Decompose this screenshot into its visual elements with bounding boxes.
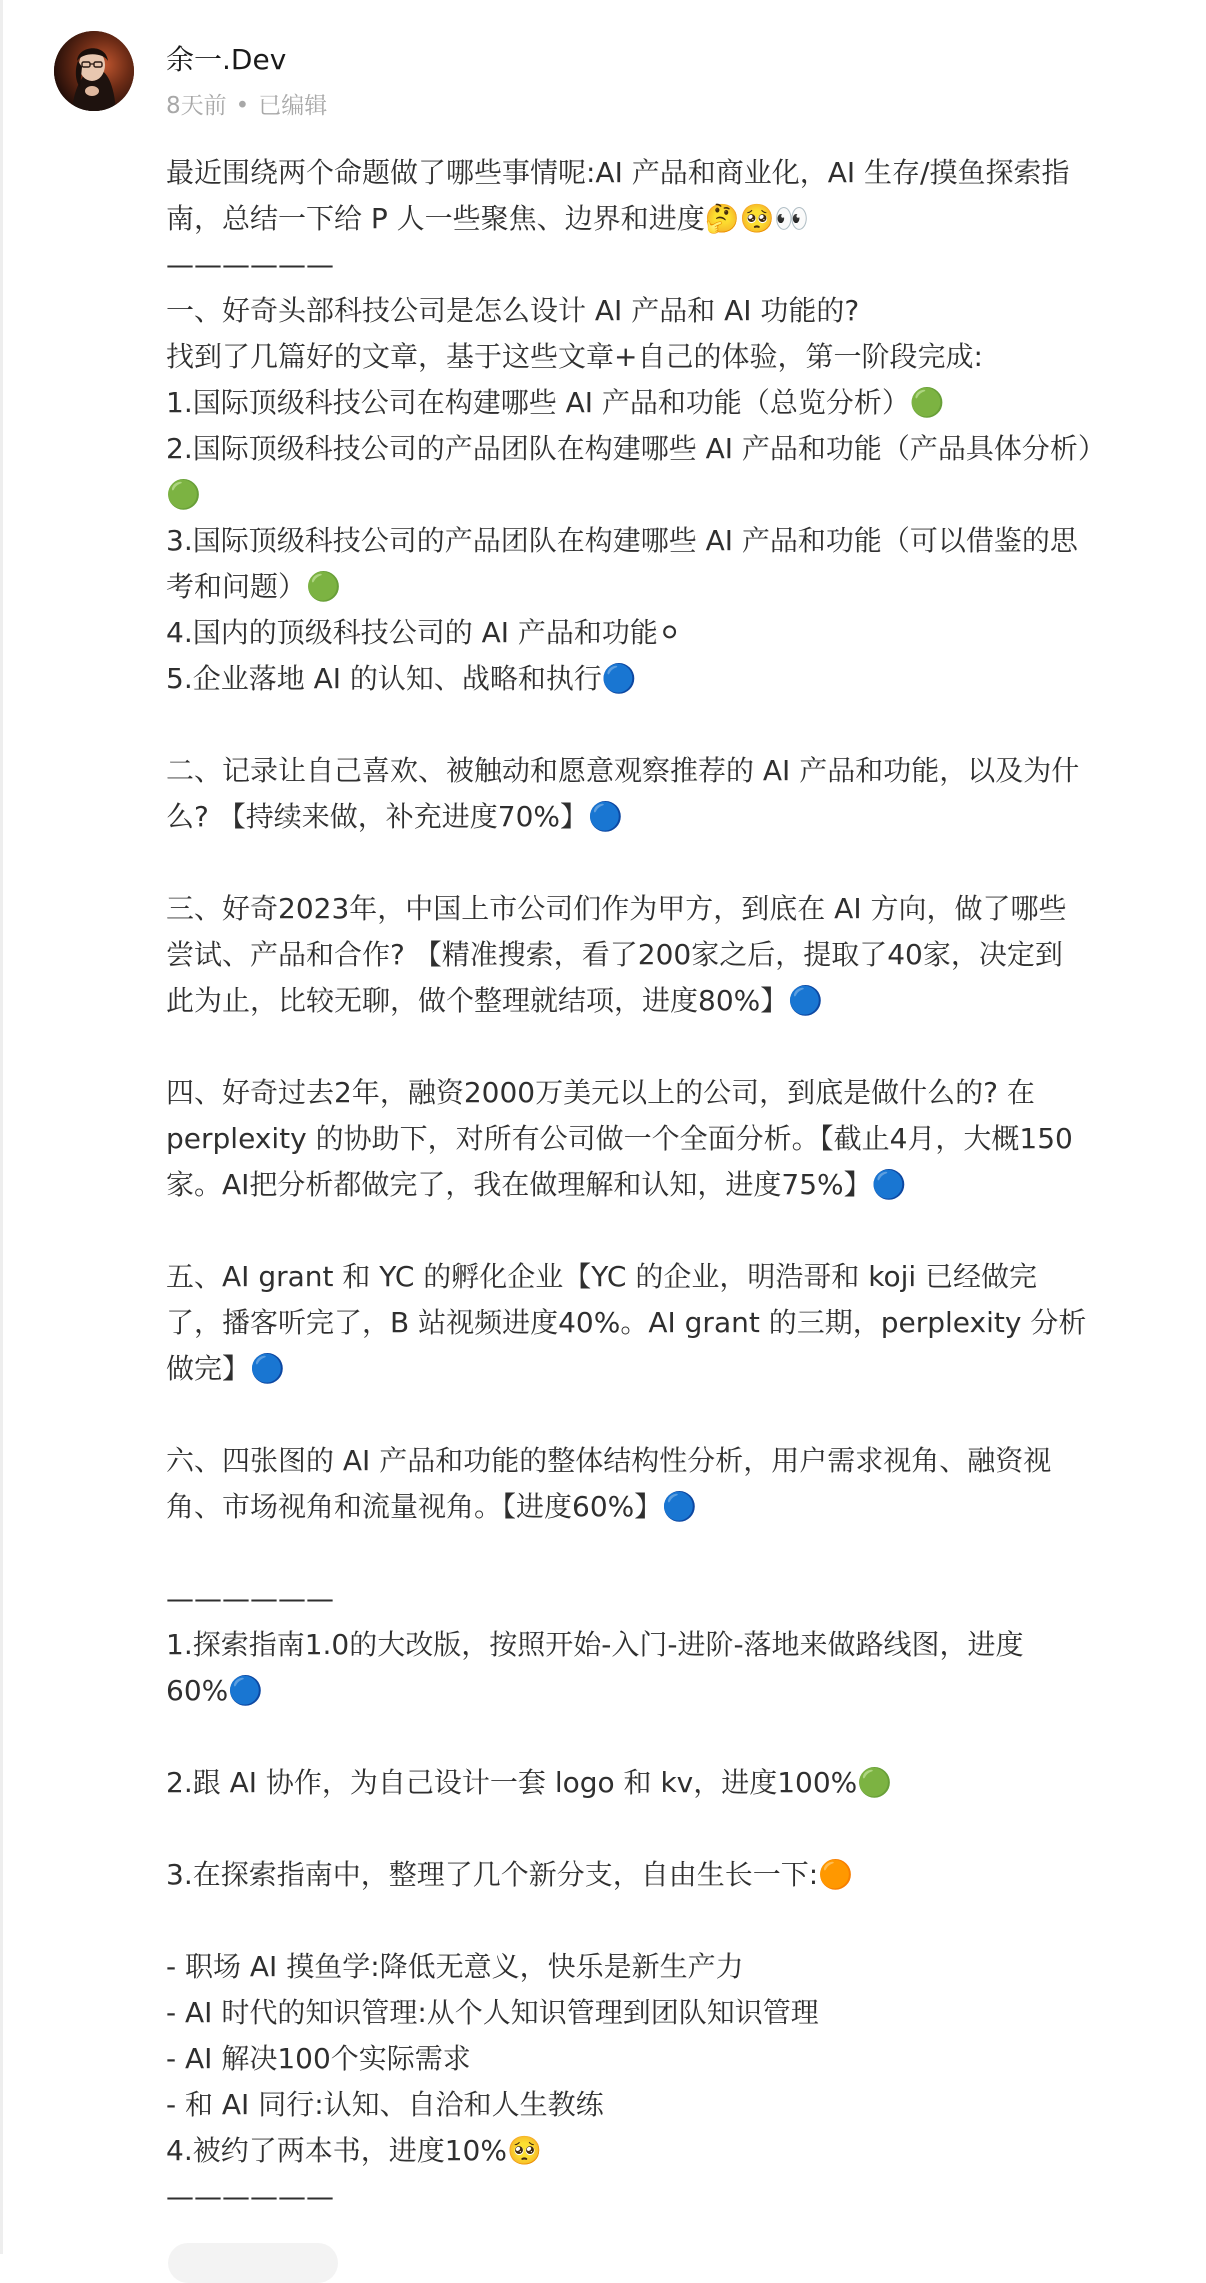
post-line: 四、好奇过去2年，融资2000万美元以上的公司，到底是做什么的? 在 — [166, 1076, 1035, 1109]
meta-separator: • — [235, 93, 250, 119]
page-left-border — [0, 0, 3, 2254]
post-time: 8天前 — [166, 93, 227, 119]
post-line: - AI 时代的知识管理:从个人知识管理到团队知识管理 — [166, 1996, 819, 2029]
post-line: 5.企业落地 AI 的认知、战略和执行🔵 — [166, 662, 637, 695]
post-line: - 和 AI 同行:认知、自洽和人生教练 — [166, 2088, 604, 2121]
post-line: 了，播客听完了，B 站视频进度40%。AI grant 的三期，perplexity 分析 — [166, 1306, 1087, 1339]
edited-label: 已编辑 — [258, 93, 328, 119]
post-line: 3.在探索指南中，整理了几个新分支，自由生长一下:🟠 — [166, 1858, 854, 1891]
post-line: 六、四张图的 AI 产品和功能的整体结构性分析，用户需求视角、融资视 — [166, 1444, 1052, 1477]
post-line — [166, 1898, 1166, 1944]
post-line: 此为止，比较无聊，做个整理就结项，进度80%】🔵 — [166, 984, 824, 1017]
post-line — [166, 1024, 1166, 1070]
author-avatar[interactable] — [54, 31, 134, 111]
avatar-photo-icon — [54, 31, 134, 111]
post-line: 找到了几篇好的文章，基于这些文章+自己的体验，第一阶段完成: — [166, 340, 983, 373]
post-line: 二、记录让自己喜欢、被触动和愿意观察推荐的 AI 产品和功能，以及为什 — [166, 754, 1080, 787]
post-line — [166, 1530, 1166, 1576]
post-line — [166, 840, 1166, 886]
post-line: —————— — [166, 1582, 334, 1615]
post-line: 五、AI grant 和 YC 的孵化企业【YC 的企业，明浩哥和 koji 已经做完 — [166, 1260, 1038, 1293]
post-line: 🟢 — [166, 478, 201, 511]
post-line: 做完】🔵 — [166, 1352, 285, 1385]
post-line: 1.国际顶级科技公司在构建哪些 AI 产品和功能（总览分析）🟢 — [166, 386, 945, 419]
post-action-pill[interactable] — [168, 2243, 338, 2283]
post-meta — [166, 90, 327, 122]
post-body — [166, 150, 1166, 2220]
post-line: —————— — [166, 248, 334, 281]
post-line: 最近围绕两个命题做了哪些事情呢:AI 产品和商业化，AI 生存/摸鱼探索指 — [166, 156, 1070, 189]
post-line: 4.国内的顶级科技公司的 AI 产品和功能⚪ — [166, 616, 682, 649]
post-line: 么? 【持续来做，补充进度70%】🔵 — [166, 800, 623, 833]
post-line: 三、好奇2023年，中国上市公司们作为甲方，到底在 AI 方向，做了哪些 — [166, 892, 1067, 925]
post-line — [166, 1806, 1166, 1852]
post-line: 南，总结一下给 P 人一些聚焦、边界和进度🤔🥺👀 — [166, 202, 810, 235]
post-line: 60%🔵 — [166, 1674, 264, 1707]
post-line: 4.被约了两本书，进度10%🥺 — [166, 2134, 542, 2167]
post-line — [166, 1392, 1166, 1438]
post-line — [166, 1714, 1166, 1760]
post-line — [166, 702, 1166, 748]
post-line: 2.国际顶级科技公司的产品团队在构建哪些 AI 产品和功能（产品具体分析） — [166, 432, 1106, 465]
author-name[interactable]: 余一.Dev — [166, 43, 287, 76]
post-line: 3.国际顶级科技公司的产品团队在构建哪些 AI 产品和功能（可以借鉴的思 — [166, 524, 1078, 557]
post-line: 2.跟 AI 协作，为自己设计一套 logo 和 kv，进度100%🟢 — [166, 1766, 893, 1799]
post-line: - 职场 AI 摸鱼学:降低无意义，快乐是新生产力 — [166, 1950, 744, 1983]
post-line: 考和问题）🟢 — [166, 570, 341, 603]
post-line: 1.探索指南1.0的大改版，按照开始-入门-进阶-落地来做路线图，进度 — [166, 1628, 1024, 1661]
post-line: —————— — [166, 2180, 334, 2213]
post-line: perplexity 的协助下，对所有公司做一个全面分析。【截止4月，大概150 — [166, 1122, 1073, 1155]
post-line: 家。AI把分析都做完了，我在做理解和认知，进度75%】🔵 — [166, 1168, 907, 1201]
post-line: 一、好奇头部科技公司是怎么设计 AI 产品和 AI 功能的? — [166, 294, 860, 327]
post-line — [166, 1208, 1166, 1254]
post-line: 角、市场视角和流量视角。【进度60%】🔵 — [166, 1490, 698, 1523]
post-line: 尝试、产品和合作? 【精准搜索，看了200家之后，提取了40家，决定到 — [166, 938, 1063, 971]
post-line: - AI 解决100个实际需求 — [166, 2042, 471, 2075]
